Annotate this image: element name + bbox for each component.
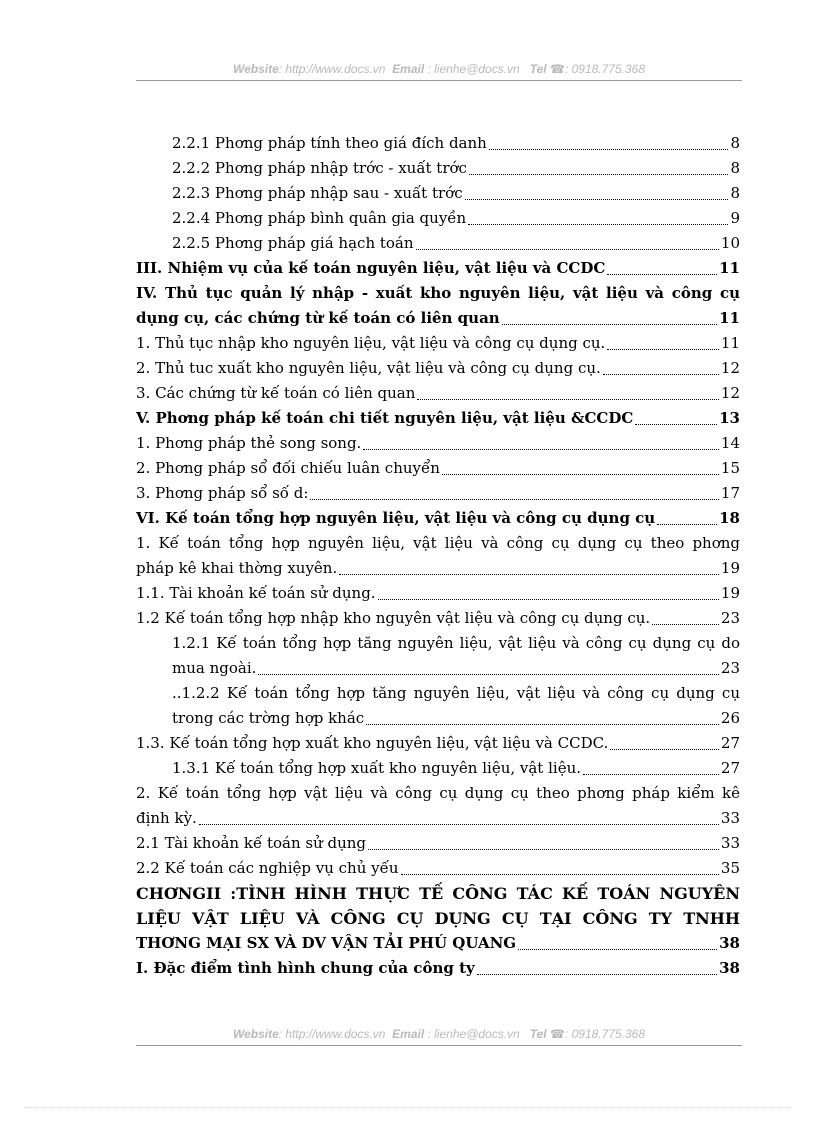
website-label: Website xyxy=(232,62,279,76)
phone-icon: ☎ xyxy=(550,62,565,76)
toc-entry: 2.2.3 Phơng pháp nhập sau - xuất trớc 8 xyxy=(172,184,740,202)
email-label: Email xyxy=(392,1027,425,1041)
toc-entry-line1: 1. Kế toán tổng hợp nguyên liệu, vật liệu và công cụ dụng cụ theo phơng xyxy=(136,534,740,552)
toc-entry: 2. Thủ tuc xuất kho nguyên liệu, vật liệu và công cụ dụng cụ. 12 xyxy=(136,359,740,377)
email-address: : lienhe@docs.vn xyxy=(427,62,520,76)
toc-entry-section-line1: IV. Thủ tục quản lý nhập - xuất kho nguyên liệu, vật liệu và công cụ xyxy=(136,284,740,302)
table-of-contents xyxy=(136,131,740,981)
toc-entry-section: VI. Kế toán tổng hợp nguyên liệu, vật liệu và công cụ dụng cụ 18 xyxy=(136,509,740,527)
toc-chapter-line2: LIỆU VẬT LIỆU VÀ CÔNG CỤ DỤNG CỤ TẠI CÔNG TY TNHH xyxy=(136,909,740,928)
website-label: Website xyxy=(232,1027,279,1041)
toc-entry: pháp kê khai thờng xuyên. 19 xyxy=(136,559,740,577)
toc-entry: 2.1 Tài khoản kế toán sử dụng 33 xyxy=(136,834,740,852)
tel-label: Tel xyxy=(529,1027,547,1041)
toc-entry-line1: ..1.2.2 Kế toán tổng hợp tăng nguyên liệu, vật liệu và công cụ dụng cụ xyxy=(172,684,740,702)
page-bottom-border xyxy=(24,1107,792,1108)
toc-entry: 1.1. Tài khoản kế toán sử dụng. 19 xyxy=(136,584,740,602)
toc-entry: 2.2.1 Phơng pháp tính theo giá đích danh 8 xyxy=(172,134,740,152)
toc-entry-section: dụng cụ, các chứng từ kế toán có liên quan 11 xyxy=(136,309,740,327)
toc-entry-line1: 1.2.1 Kế toán tổng hợp tăng nguyên liệu, vật liệu và công cụ dụng cụ do xyxy=(172,634,740,652)
website-url: : http://www.docs.vn xyxy=(278,62,386,76)
email-label: Email xyxy=(392,62,425,76)
page-header xyxy=(136,62,742,81)
toc-entry: trong các trờng hợp khác 26 xyxy=(172,709,740,727)
tel-number: : 0918.775.368 xyxy=(564,62,646,76)
toc-entry-line1: 2. Kế toán tổng hợp vật liệu và công cụ dụng cụ theo phơng pháp kiểm kê xyxy=(136,784,740,802)
toc-entry: 1. Thủ tục nhập kho nguyên liệu, vật liệu và công cụ dụng cụ. 11 xyxy=(136,334,740,352)
toc-entry: 1.2 Kế toán tổng hợp nhập kho nguyên vật liệu và công cụ dụng cụ. 23 xyxy=(136,609,740,627)
toc-entry: 1.3.1 Kế toán tổng hợp xuất kho nguyên liệu, vật liệu. 27 xyxy=(172,759,740,777)
toc-entry: 2. Phơng pháp sổ đối chiếu luân chuyển 15 xyxy=(136,459,740,477)
toc-chapter: THƠNG MẠI SX VÀ DV VẬN TẢI PHÚ QUANG 38 xyxy=(136,934,740,952)
toc-chapter-line1: CHƠNGII :TÌNH HÌNH THỰC TẾ CÔNG TÁC KẾ TOÁN NGUYÊN xyxy=(136,884,740,903)
email-address: : lienhe@docs.vn xyxy=(427,1027,520,1041)
phone-icon: ☎ xyxy=(550,1027,565,1041)
toc-entry: định kỳ. 33 xyxy=(136,809,740,827)
toc-entry: 2.2.5 Phơng pháp giá hạch toán 10 xyxy=(172,234,740,252)
toc-entry: 2.2.4 Phơng pháp bình quân gia quyền 9 xyxy=(172,209,740,227)
toc-entry-section: III. Nhiệm vụ của kế toán nguyên liệu, vật liệu và CCDC 11 xyxy=(136,259,740,277)
page-footer xyxy=(136,1027,742,1046)
toc-entry: 2.2.2 Phơng pháp nhập trớc - xuất trớc 8 xyxy=(172,159,740,177)
toc-entry: 1. Phơng pháp thẻ song song. 14 xyxy=(136,434,740,452)
toc-entry: 3. Phơng pháp sổ số d: 17 xyxy=(136,484,740,502)
toc-entry: 2.2 Kế toán các nghiệp vụ chủ yếu 35 xyxy=(136,859,740,877)
tel-label: Tel xyxy=(529,62,547,76)
website-url: : http://www.docs.vn xyxy=(278,1027,386,1041)
tel-number: : 0918.775.368 xyxy=(564,1027,646,1041)
toc-entry: 1.3. Kế toán tổng hợp xuất kho nguyên liệu, vật liệu và CCDC. 27 xyxy=(136,734,740,752)
toc-entry: 3. Các chứng từ kế toán có liên quan 12 xyxy=(136,384,740,402)
toc-entry-section: V. Phơng pháp kế toán chi tiết nguyên liệu, vật liệu &CCDC 13 xyxy=(136,409,740,427)
toc-entry: mua ngoài. 23 xyxy=(172,659,740,677)
toc-entry-section: I. Đặc điểm tình hình chung của công ty 38 xyxy=(136,959,740,977)
